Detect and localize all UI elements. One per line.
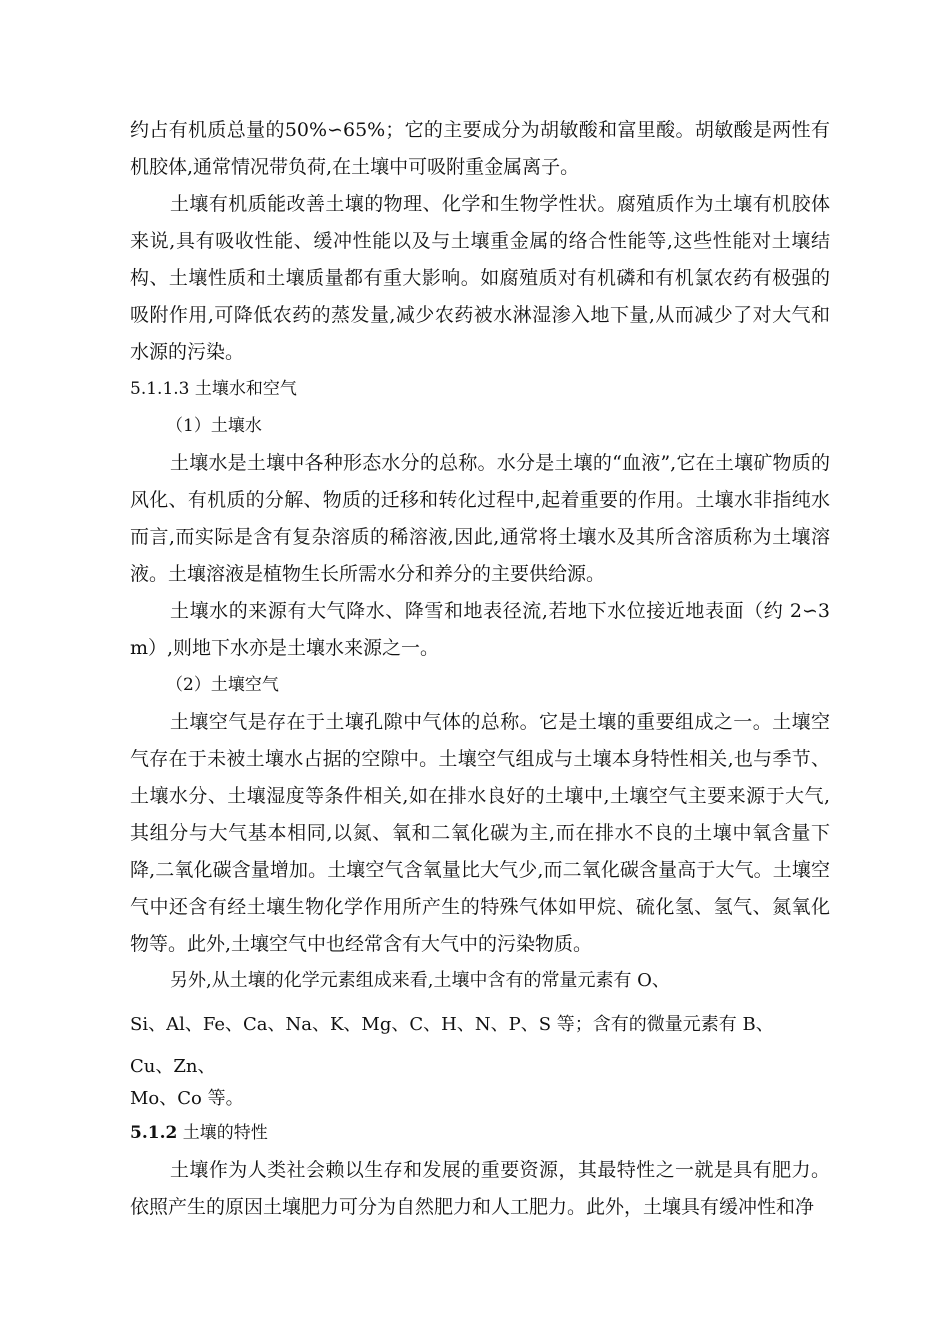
paragraph-soil-water-definition: 土壤水是土壤中各种形态水分的总称。水分是土壤的“血液”,它在土壤矿物质的风化、有机质的分解、物质的迁移和转化过程中,起着重要的作用。土壤水非指纯水而言,而实际是含有复杂溶质的稀溶液,因此,通常将土壤水及其所含溶质称为土壤溶液。土壤溶液是植物生长所需水分和养分的主要供给源。 (130, 452, 830, 585)
elements-line-3: Cu、Zn、 (130, 1056, 216, 1077)
section-heading-5-1-1-3: 5.1.1.3 土壤水和空气 (130, 379, 297, 399)
paragraph-soil-water-sources: 土壤水的来源有大气降水、降雪和地表径流,若地下水位接近地表面（约 2∽3m）,则地下水亦是土壤水来源之一。 (130, 600, 830, 659)
paragraph-soil-properties: 土壤作为人类社会赖以生存和发展的重要资源，其最特性之一就是具有肥力。依照产生的原因土壤肥力可分为自然肥力和人工肥力。此外，土壤具有缓冲性和净 (130, 1159, 830, 1218)
elements-line-4: Mo、Co 等。 (130, 1088, 244, 1109)
elements-line-1: 另外,从土壤的化学元素组成来看,土壤中含有的常量元素有 O、 (170, 970, 670, 991)
section-heading-5-1-2 (130, 1115, 830, 1152)
subheading-soil-water: （1）土壤水 (166, 416, 262, 436)
subheading-soil-air: （2）土壤空气 (166, 675, 279, 695)
paragraph-humus-composition: 约占有机质总量的50%∽65%；它的主要成分为胡敏酸和富里酸。胡敏酸是两性有机胶体,通常情况带负荷,在土壤中可吸附重金属离子。 (130, 119, 830, 178)
paragraph-soil-air: 土壤空气是存在于土壤孔隙中气体的总称。它是土壤的重要组成之一。土壤空气存在于未被土壤水占据的空隙中。土壤空气组成与土壤本身特性相关,也与季节、土壤水分、土壤湿度等条件相关,如在排水良好的土壤中,土壤空气主要来源于大气,其组分与大气基本相同,以氮、氧和二氧化碳为主,而在排水不良的土壤中氧含量下降,二氧化碳含量增加。土壤空气含氧量比大气少,而二氧化碳含量高于大气。土壤空气中还含有经土壤生物化学作用所产生的特殊气体如甲烷、硫化氢、氢气、氮氧化物等。此外,土壤空气中也经常含有大气中的污染物质。 (130, 711, 830, 955)
section-title: 土壤的特性 (177, 1123, 268, 1143)
section-number: 5.1.2 (130, 1123, 178, 1143)
elements-line-2: Si、Al、Fe、Ca、Na、K、Mg、C、H、N、P、S 等；含有的微量元素有 B、 (130, 1014, 774, 1035)
document-page (130, 112, 830, 1226)
paragraph-organic-matter: 土壤有机质能改善土壤的物理、化学和生物学性状。腐殖质作为土壤有机胶体来说,具有吸收性能、缓冲性能以及与土壤重金属的络合性能等,这些性能对土壤结构、土壤性质和土壤质量都有重大影响。如腐殖质对有机磷和有机氯农药有极强的吸附作用,可降低农药的蒸发量,减少农药被水淋湿渗入地下量,从而减少了对大气和水源的污染。 (130, 193, 830, 363)
